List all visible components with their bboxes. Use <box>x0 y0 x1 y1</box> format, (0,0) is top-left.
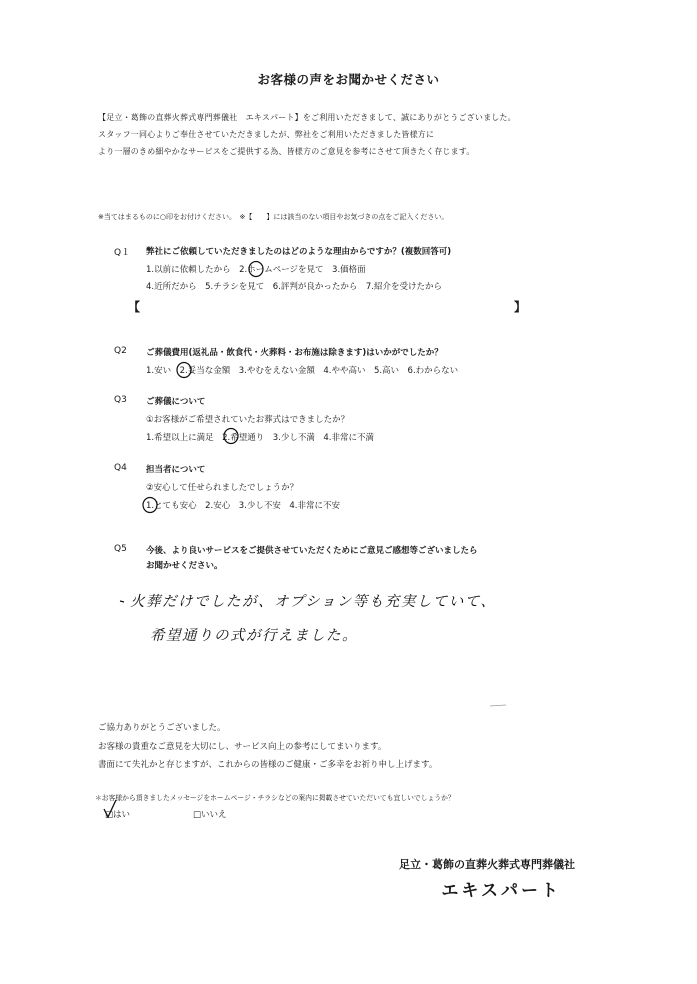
publish-permission-question: ＊お客様から頂きましたメッセージをホームページ・チラシなどの案内に掲載させていただいても宜しいでしょうか？ <box>95 794 455 802</box>
q1-bracket-close: 】 <box>514 300 527 314</box>
q3-number: Q3 <box>114 395 127 405</box>
stray-pen-mark <box>490 705 506 706</box>
q4-choice-1-circle <box>143 498 157 513</box>
q1-bracket-open: 【 <box>128 300 141 314</box>
intro-line-1: 【足立・葛飾の直葬火葬式専門葬儀社 エキスパート】をご利用いただきまして、誠にありがとうございました。 <box>98 113 516 122</box>
q3-choice-2-circle <box>224 429 238 444</box>
permission-yes-checkmark <box>104 800 116 817</box>
handwritten-answer-line-2: 希望通りの式が行えました。 <box>150 628 358 644</box>
q1-options-line-2[interactable]: 4.近所だから 5.チラシを見て 6.評判が良かったから 7.紹介を受けたから <box>146 282 442 292</box>
q4-options[interactable]: 1.とても安心 2.安心 3.少し不安 4.非常に不安 <box>146 501 340 511</box>
intro-line-2: スタッフ一同心よりご奉仕させていただきましたが、弊社をご利用いただきました皆様方に <box>98 130 435 139</box>
instructions-note: ※当てはまるものに○印をお付けください。 ※【 】には該当のない項目やお気づきの点をご記入ください。 <box>98 213 449 221</box>
q2-options[interactable]: 1.安い 2.妥当な金額 3.やむをえない金額 4.やや高い 5.高い 6.わからない <box>146 366 459 376</box>
company-tagline: 足立・葛飾の直葬火葬式専門葬儀社 <box>399 858 575 871</box>
handwriting-stroke <box>120 601 124 602</box>
q5-heading-line-2: お聞かせください。 <box>146 561 223 571</box>
permission-yes-checkbox[interactable]: □はい <box>105 810 131 820</box>
q1-number: Q１ <box>114 248 131 258</box>
handwritten-answer-line-1: 火葬だけでしたが、オプション等も充実していて、 <box>130 594 497 610</box>
q5-heading-line-1: 今後、より良いサービスをご提供させていただくためにご意見ご感想等ございましたら <box>146 546 478 556</box>
closing-line-3: 書面にて失礼かと存じますが、これからの皆様のご健康・ご多幸をお祈り申し上げます。 <box>98 760 438 770</box>
q3-subquestion: ①お客様がご希望されていたお葬式はできましたか？ <box>146 415 350 425</box>
q1-options-line-1[interactable]: 1.以前に依頼したから 2.ホームページを見て 3.価格面 <box>146 265 366 275</box>
page-title: お客様の声をお聞かせください <box>257 72 440 87</box>
q1-heading: 弊社にご依頼していただきましたのはどのような理由からですか？(複数回答可) <box>146 247 452 257</box>
company-name: エキスパート <box>441 881 561 901</box>
q2-choice-2-circle <box>177 363 191 378</box>
q2-heading: ご葬儀費用(返礼品・飲食代・火葬料・お布施は除きます)はいかがでしたか？ <box>146 348 443 358</box>
q2-number: Q2 <box>114 346 127 356</box>
q3-options[interactable]: 1.希望以上に満足 2.希望通り 3.少し不満 4.非常に不満 <box>146 433 374 443</box>
intro-line-3: より一層のきめ細やかなサービスをご提供する為、皆様方のご意見を参考にさせて頂きたく存じます。 <box>98 147 475 156</box>
q3-heading: ご葬儀について <box>146 397 206 407</box>
q4-subquestion: ②安心して任せられましたでしょうか？ <box>146 483 299 493</box>
q4-heading: 担当者について <box>146 465 206 475</box>
permission-no-checkbox[interactable]: □いいえ <box>193 810 227 820</box>
q4-number: Q4 <box>114 463 127 473</box>
closing-line-2: お客様の貴重なご意見を大切にし、サービス向上の参考にしてまいります。 <box>98 742 387 752</box>
q1-choice-2-circle <box>249 262 263 277</box>
closing-line-1: ご協力ありがとうございました。 <box>98 723 226 733</box>
q5-number: Q5 <box>114 544 127 554</box>
